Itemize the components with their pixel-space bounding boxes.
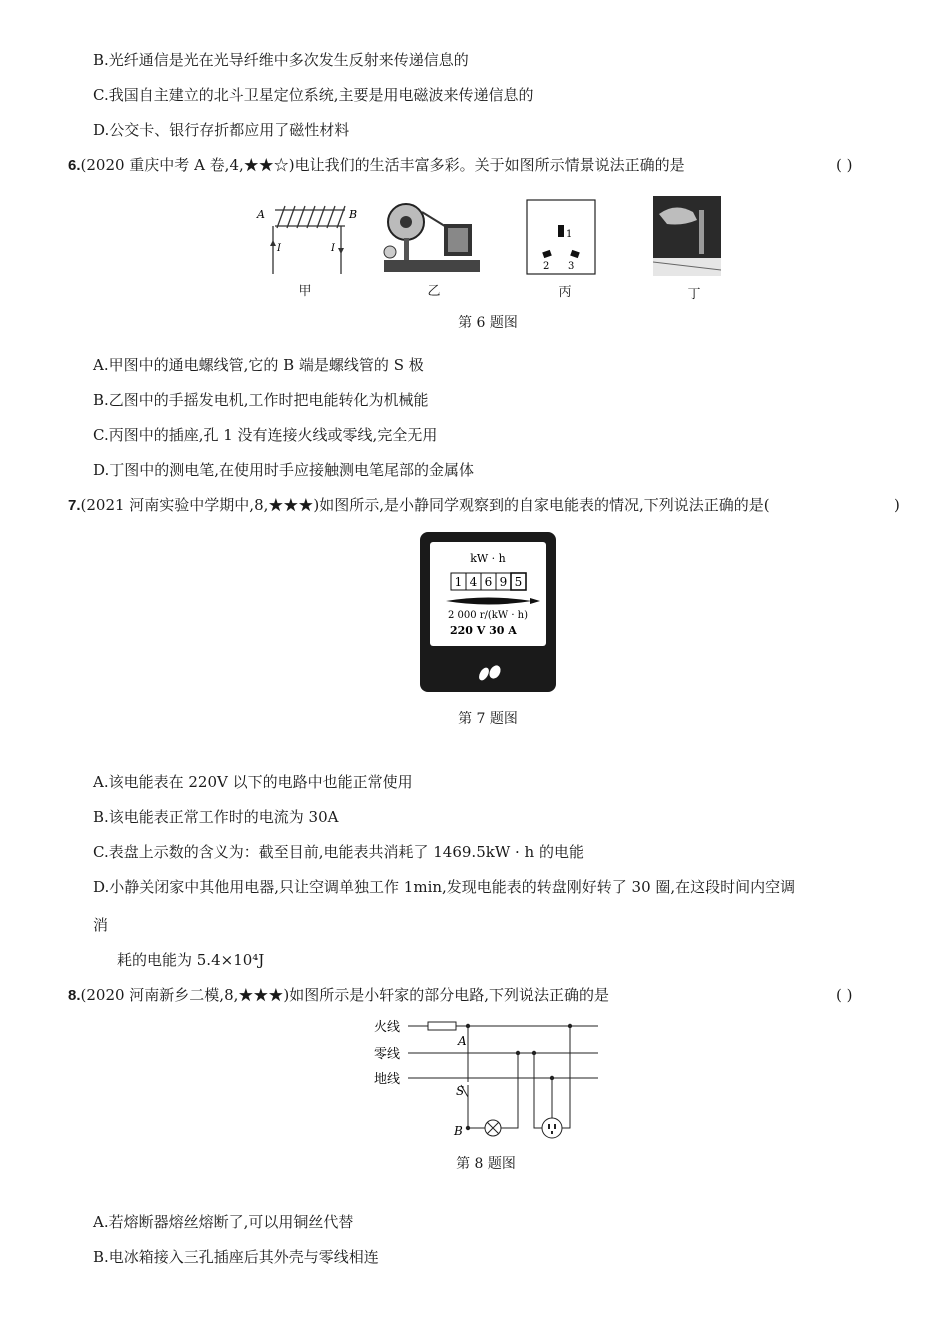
meter-rev-rate: 2 000 r/(kW · h) — [447, 610, 529, 621]
fig6-label-bing: 丙 — [558, 285, 572, 300]
fig6-label-yi: 乙 — [427, 284, 441, 299]
neutral-line-label: 零线 — [374, 1047, 401, 1062]
meter-digit-1: 1 — [454, 575, 463, 589]
q6-option-a: A.甲图中的通电螺线管,它的 B 端是螺线管的 S 极 — [93, 356, 424, 374]
meter-unit: kW · h — [470, 552, 506, 565]
energy-meter-figure — [420, 532, 556, 692]
q6-stem: (2020 重庆中考 A 卷,4,★★☆)电让我们的生活丰富多彩。关于如图所示情景说法正确的是 — [80, 156, 685, 174]
q5-option-d: D.公交卡、银行存折都应用了磁性材料 — [93, 121, 350, 139]
q8-option-a: A.若熔断器熔丝熔断了,可以用铜丝代替 — [93, 1213, 354, 1231]
fig6-caption: 第 6 题图 — [458, 315, 518, 331]
current-label-left: I — [277, 243, 281, 254]
meter-digit-3: 6 — [484, 575, 493, 589]
meter-digit-5: 5 — [514, 575, 523, 589]
q6-stem-line — [68, 155, 685, 176]
q7-answer-paren: ) — [894, 496, 900, 514]
test-pen-photo — [653, 196, 721, 276]
q8-option-b: B.电冰箱接入三孔插座后其外壳与零线相连 — [93, 1248, 379, 1266]
socket-hole-1: 1 — [566, 229, 573, 240]
q7-option-c: C.表盘上示数的含义为：截至目前,电能表共消耗了 1469.5kW · h 的电能 — [93, 843, 584, 861]
switch-label: S — [456, 1084, 465, 1098]
coil-end-b: B — [349, 208, 358, 221]
q5-option-c: C.我国自主建立的北斗卫星定位系统,主要是用电磁波来传递信息的 — [93, 86, 534, 104]
coil-end-a: A — [257, 208, 265, 221]
q5-option-b: B.光纤通信是光在光导纤维中多次发生反射来传递信息的 — [93, 51, 469, 69]
meter-digit-4: 9 — [499, 575, 508, 589]
earth-line-label: 地线 — [374, 1072, 401, 1087]
q7-option-b: B.该电能表正常工作时的电流为 30A — [93, 808, 339, 826]
fig7-caption: 第 7 题图 — [458, 711, 518, 727]
q7-option-a: A.该电能表在 220V 以下的电路中也能正常使用 — [93, 773, 413, 791]
fuse — [428, 1022, 456, 1030]
point-b-label: B — [454, 1124, 463, 1138]
q6-option-c: C.丙图中的插座,孔 1 没有连接火线或零线,完全无用 — [93, 426, 438, 444]
meter-digit-2: 4 — [469, 575, 478, 589]
q7-stem: (2021 河南实验中学期中,8,★★★)如图所示,是小静同学观察到的自家电能表的情况,下列说法正确的是( — [80, 496, 770, 514]
q6-answer-paren: ( ) — [836, 156, 853, 174]
q7-option-d-line1: D.小静关闭家中其他用电器,只让空调单独工作 1min,发现电能表的转盘刚好转了 30 圈,在这段时间内空调 — [93, 878, 796, 896]
hand-generator-image — [378, 198, 486, 276]
current-label-right: I — [331, 243, 335, 254]
q8-answer-paren: ( ) — [836, 986, 853, 1004]
q7-stem-line — [68, 495, 770, 516]
q7-option-d-line3: 耗的电能为 5.4×10⁴J — [117, 951, 265, 969]
q7-number: 7. — [68, 497, 81, 514]
fig8-caption: 第 8 题图 — [456, 1156, 516, 1172]
household-circuit-figure — [372, 1015, 604, 1145]
q8-stem-line — [68, 985, 609, 1006]
socket-figure — [526, 199, 596, 275]
socket-hole-2: 2 — [543, 261, 550, 272]
meter-rating: 220 V 30 A — [450, 624, 517, 637]
q6-option-d: D.丁图中的测电笔,在使用时手应接触测电笔尾部的金属体 — [93, 461, 475, 479]
q6-option-b: B.乙图中的手摇发电机,工作时把电能转化为机械能 — [93, 391, 429, 409]
fig6-label-jia: 甲 — [298, 284, 312, 299]
solenoid-figure — [255, 196, 365, 276]
q8-stem: (2020 河南新乡二模,8,★★★)如图所示是小轩家的部分电路,下列说法正确的是 — [80, 986, 610, 1004]
q6-number: 6. — [68, 157, 81, 174]
socket-hole-3: 3 — [568, 261, 575, 272]
q7-option-d-line2: 消 — [93, 916, 109, 934]
point-a-label: A — [458, 1034, 467, 1048]
fig6-label-ding: 丁 — [687, 287, 701, 302]
q8-number: 8. — [68, 987, 81, 1004]
live-line-label: 火线 — [374, 1020, 401, 1035]
